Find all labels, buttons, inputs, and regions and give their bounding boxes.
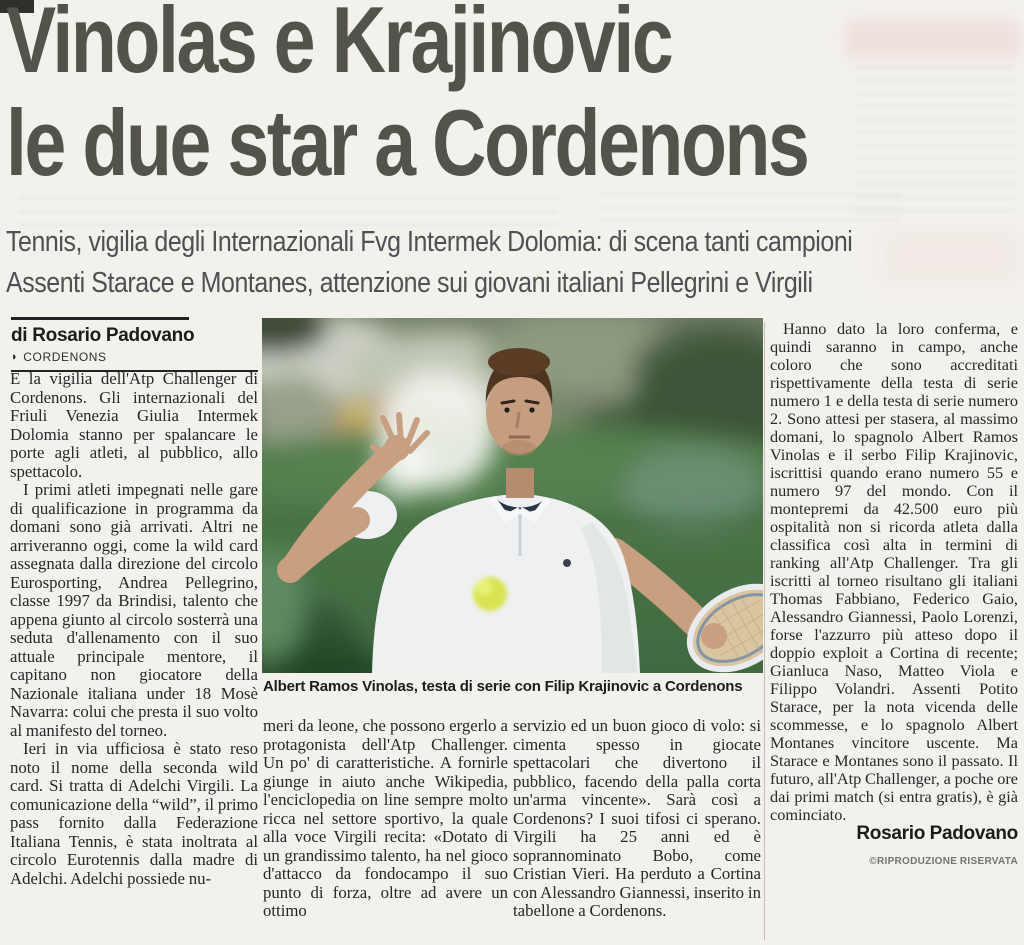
byline-block: [11, 317, 258, 372]
paragraph: meri da leone, che possono ergerlo a protagonista dell'Atp Challenger. Un po' di caratteristiche. A fornirle giunge in aiuto anche Wikipedia, l'enciclopedia on line sempre molto ricca nel settore sportivo, la quale alla voce Virgili recita: «Dotato di un grandissimo talento, ha nel gioco d'attacco da fondocampo il suo punto di forza, oltre ad avere un ottimo: [263, 717, 508, 920]
author-byline: di Rosario Padovano: [11, 325, 195, 346]
print-bleed-artifact: [855, 62, 1015, 212]
column-rule: [764, 322, 765, 940]
headline-line-2: le due star a Cordenons: [6, 90, 808, 195]
paragraph: servizio ed un buon gioco di volo: si cimenta spesso in giocate spettacolari che divertono il pubblico, facendo della palla corta un'arma vincente». Sarà così a Cordenons? I suoi tifosi ci sperano. Virgili ha 25 anni ed è soprannominato Bobo, come Cristian Vieri. Ha perduto a Cortina con Alessandro Giannessi, inserito in tabellone a Cordenons.: [513, 717, 761, 920]
standfirst-line-2: Assenti Starace e Montanes, attenzione sui giovani italiani Pellegrini e Virgili: [6, 267, 813, 299]
article-photo: [262, 318, 763, 673]
print-bleed-artifact: [600, 192, 900, 222]
photo-caption: Albert Ramos Vinolas, testa di serie con Filip Krajinovic a Cordenons: [263, 678, 743, 695]
tennis-ball: [473, 577, 507, 611]
dateline: [11, 350, 258, 364]
dateline-marker-icon: ◗: [11, 350, 19, 363]
body-column-1: [10, 370, 258, 945]
paragraph: I primi atleti impegnati nelle gare di qualificazione in programma da domani sono già arrivati. Altri ne arriveranno oggi, come la wild card assegnata dalla direzione del circolo Eurosporting, Andrea Pellegrino, classe 1997 da Brindisi, talento che appena giunto al circolo sosterrà una seduta d'allenamento con il suo attuale principale mentore, il capitano non giocatore della Nazionale italiana under 18 Mosè Navarra: colui che presta il suo volto al manifesto del torneo.: [10, 480, 258, 740]
paragraph: Hanno dato la loro conferma, e quindi saranno in campo, anche coloro che sono accreditati rispettivamente della testa di serie numero 1 e della testa di serie numero 2. Sono attesi per stasera, al massimo domani, lo spagnolo Albert Ramos Vinolas e il serbo Filip Krajinovic, iscrittisi quando erano numero 55 e numero 97 del mondo. Con il montepremi da 42.500 euro più ospitalità non si ricorda atleta dalla classifica così alta in termini di ranking all'Atp Challenger. Tra gli iscritti al torneo risultano gli italiani Thomas Fabbiano, Federico Gaio, Alessandro Giannessi, Paolo Lorenzi, forse l'azzurro più atteso dopo il doppio exploit a Cortina di recente; Gianluca Naso, Matteo Viola e Filippo Volandri. Assenti Potito Starace, per la nota vicenda delle scommesse, e lo spagnolo Albert Montanes vincitore uscente. Ma Starace e Montanes sono il passato. Il futuro, all'Atp Challenger, a poche ore dai primi match (si entra gratis), è già cominciato.: [770, 320, 1018, 824]
print-bleed-artifact: [845, 20, 1020, 58]
paragraph: È la vigilia dell'Atp Challenger di Cordenons. Gli internazionali del Friuli Venezia Giulia Intermek Dolomia stanno per spalancare le porte agli atleti, al pubblico, allo spettacolo.: [10, 370, 258, 481]
dateline-location: CORDENONS: [23, 350, 107, 364]
print-bleed-artifact: [880, 228, 1020, 286]
copyright-notice: ©RIPRODUZIONE RISERVATA: [869, 856, 1018, 867]
byline-rule-top: [11, 317, 189, 320]
standfirst-line-1: Tennis, vigilia degli Internazionali Fvg Intermek Dolomia: di scena tanti campioni: [6, 226, 853, 258]
body-column-2: [263, 717, 508, 945]
headline: [6, 0, 807, 194]
paragraph: Ieri in via ufficiosa è stato reso noto il nome della seconda wild card. Si tratta di Adelchi Virgili. La comunicazione della “wild”, il primo pass fornito dalla Federazione Italiana Tennis, è stata inoltrata al circolo Eurotennis dalla madre di Adelchi. Adelchi possiede nu-: [10, 739, 258, 888]
author-signature: Rosario Padovano: [856, 823, 1018, 844]
article-photo-graphic: [262, 318, 763, 673]
body-column-3: [513, 717, 761, 945]
body-column-4: [770, 320, 1018, 945]
headline-line-1: Vinolas e Krajinovic: [6, 0, 672, 92]
standfirst: [6, 222, 852, 304]
